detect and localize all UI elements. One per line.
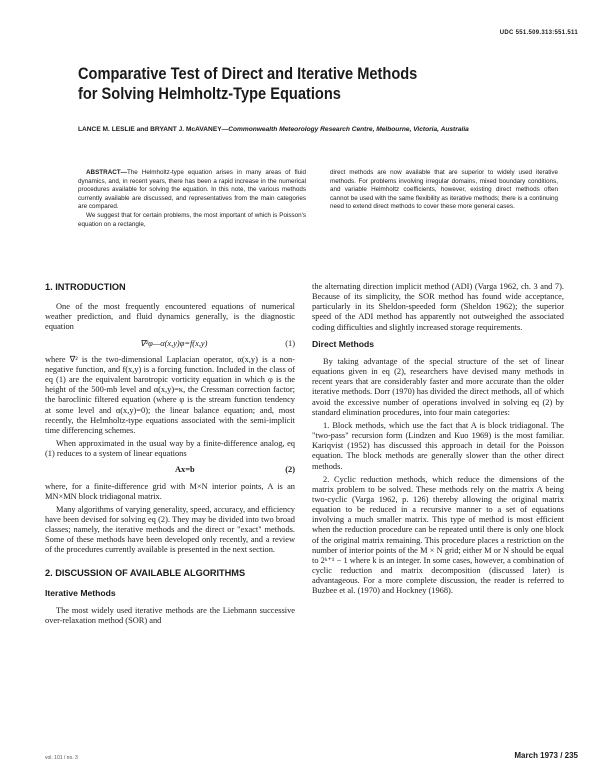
equation-2 [45,465,295,475]
equation-2-number: (2) [285,465,295,475]
intro-paragraph-4: where, for a finite-difference grid with M×N interior points, A is an MN×MN block tridiagonal matrix. [45,481,295,501]
subsection-heading-direct: Direct Methods [312,338,375,349]
abstract-left-column [78,169,306,229]
body-right-column [312,282,564,600]
section-heading-introduction: 1. INTRODUCTION [45,282,126,292]
udc-code: UDC 551.509.313:551.511 [499,30,578,36]
author-affiliation: —Commonwealth Meteorology Research Centre, Melbourne, Victoria, Australia [221,126,469,133]
direct-paragraph-1: By taking advantage of the special structure of the set of linear equations given in eq (2), researchers have devised many methods in recent years that are considerably faster and more accurate than the older iterative methods. Dorr (1970) has divided the direct methods, all of which avoid the excessive number of operations involved in solving eq (2) by standard elimination procedures, into four main categories: [312,356,564,417]
body-left-column [45,282,295,629]
equation-2-body: Ax=b [175,465,195,475]
abstract-text-1: The Helmholtz-type equation arises in many areas of fluid dynamics, and, in recent years, there has been a rapid increase in the numerical procedures available for solving the equation. In this note, the various methods currently available are discussed, and representatives from the main categories are compared. [78,169,306,211]
author-names: LANCE M. LESLIE and BRYANT J. McAVANEY [78,126,222,133]
footer-page-number: March 1973 / 235 [514,751,578,760]
equation-1 [45,339,295,349]
intro-paragraph-2: where ∇² is the two-dimensional Laplacian operator, α(x,y) is a non-negative function, and f(x,y) is a forcing function. Included in the class of eq (1) are the equivalent barotropic vorticity equation in which φ is the height of the 500-mb level and α(x,y)=κ, the Cressman correction factor; the baroclinic filtered equation (where φ is the stream function tendency at some level and α(x,y)=0); the linear balance equation; and, most recently, the Helmholtz-type equations associated with the semi-implicit time differencing schemes. [45,354,295,435]
direct-paragraph-2: 1. Block methods, which use the fact that A is block tridiagonal. The "two-pass" recursion form (Lindzen and Kuo 1969) is the most familiar. Kariqvist (1952) has discussed this approach in detail for the Poisson equation. The block methods are generally slower than the other direct methods. [312,420,564,471]
intro-paragraph-5: Many algorithms of varying generality, speed, accuracy, and efficiency have been devised for solving eq (2). They may be divided into two broad classes; namely, the iterative methods and the direct or "exact" methods. Some of these methods have been developed only recently, and a review of the procedures currently available is presented in the next section. [45,504,295,555]
abstract-right-column [330,169,558,212]
subsection-heading-iterative: Iterative Methods [45,587,116,598]
equation-1-number: (1) [285,338,295,348]
section-heading-discussion: 2. DISCUSSION OF AVAILABLE ALGORITHMS [45,567,246,578]
abstract-lead: ABSTRACT— [86,169,127,176]
iterative-paragraph-continued: the alternating direction implicit method (ADI) (Varga 1962, ch. 3 and 7). Because of its simplicity, the SOR method has found wide acceptance, particularly in its Sheldon-speeded form (Sheldon 1962); the superior speed of the ADI method has apparently not outweighed the associated coding difficulties and slightly increased storage requirements. [312,282,564,332]
intro-paragraph-1: One of the most frequently encountered equations of numerical weather prediction, and fluid dynamics generally, is the diagnostic equation [45,302,295,332]
abstract-paragraph-2: We suggest that for certain problems, the most important of which is Poisson's equation on a rectangle, [78,211,306,228]
iterative-paragraph-1: The most widely used iterative methods are the Liebmann successive over-relaxation method (SOR) and [45,605,295,626]
title-line-1: Comparative Test of Direct and Iterative Methods [78,64,418,83]
abstract-paragraph-3: direct methods are now available that are superior to widely used iterative methods. For problems involving irregular domains, mixed boundary conditions, and variable Helmholtz coefficients, however, existing direct methods often cannot be used with the same flexibility as iterative methods; there is a continuing need to extend direct methods to cover these more general cases. [330,169,558,211]
equation-1-body: ∇²φ—α(x,y)φ=f(x,y) [140,338,208,348]
footer-volume: vol. 101 / no. 3 [45,755,78,761]
abstract-paragraph-1 [78,169,306,212]
direct-paragraph-3: 2. Cyclic reduction methods, which reduce the dimensions of the matrix problem to be solved. These methods rely on the matrix A being two-cyclic (Varga 1962, p. 126) thereby allowing the original matrix equation to be reduced in a recursive manner to a set of equations involving a much smaller matrix. This type of method is most efficient when the reduction procedure can be repeated until there is only one block of the original matrix remaining. This procedure places a restriction on the number of interior points of the M × N grid; either M or N should be equal to 2ᵏ⁺¹ − 1 where k is an integer. In some cases, however, a combination of cyclic reduction and matrix decomposition (discussed later) is advantageous. For a more complete discussion, the reader is referred to Buzbee et al. (1970) and Hockney (1968). [312,474,564,596]
byline [78,125,548,134]
title-line-2: for Solving Helmholtz-Type Equations [78,84,341,103]
intro-paragraph-3: When approximated in the usual way by a finite-difference analog, eq (1) reduces to a system of linear equations [45,439,295,459]
article-title [78,64,474,104]
